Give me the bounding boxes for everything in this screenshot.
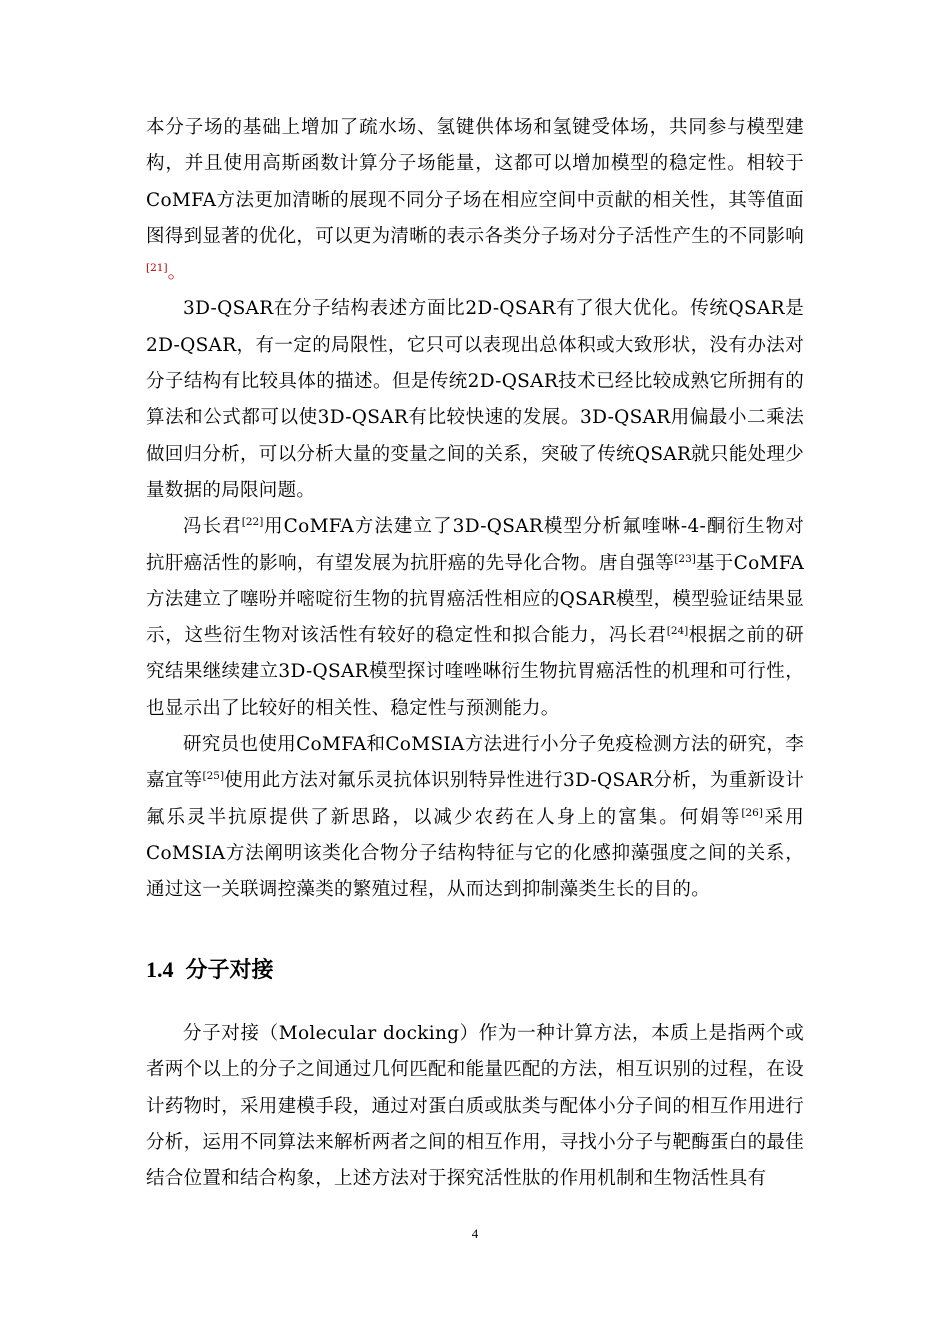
citation-26: [26] xyxy=(741,806,763,819)
paragraph-3-seg4: 根据之前的研究结果继续建立3D-QSAR模型探讨喹唑啉衍生物抗胃癌活性的机理和可行性，也显示出了比较好的相关性、稳定性与预测能力。 xyxy=(146,625,804,719)
paragraph-1-end: 。 xyxy=(167,262,187,284)
paragraph-4-seg2: 使用此方法对氟乐灵抗体识别特异性进行3D-QSAR分析，为重新设计氟乐灵半抗原提供了新思路，以减少农药在人身上的富集。何娟等 xyxy=(146,770,804,828)
paragraph-5 xyxy=(146,1016,804,1197)
paragraph-3-seg2: 用CoMFA方法建立了3D-QSAR模型分析氟喹啉-4-酮衍生物对抗肝癌活性的影响，有望发展为抗肝癌的先导化合物。唐自强等 xyxy=(146,516,805,574)
citation-23: [23] xyxy=(674,552,696,565)
paragraph-3 xyxy=(146,509,804,727)
body-text-lower xyxy=(146,1016,804,1197)
paragraph-5-text: 分子对接（Molecular docking）作为一种计算方法，本质上是指两个或者两个以上的分子之间通过几何匹配和能量匹配的方法，相互识别的过程，在设计药物时，采用建模手段，通过对蛋白质或肽类与配体小分子间的相互作用进行分析，运用不同算法来解析两者之间的相互作用，寻找小分子与靶酶蛋白的最佳结合位置和结合构象，上述方法对于探究活性肽的作用机制和生物活性具有 xyxy=(146,1023,805,1190)
citation-21: [21] xyxy=(146,262,168,275)
section-number: 1.4 xyxy=(146,957,174,982)
paragraph-1 xyxy=(146,110,804,291)
section-heading xyxy=(146,955,274,986)
paragraph-4-seg1: 研究员也使用CoMFA和CoMSIA方法进行小分子免疫检测方法的研究，李嘉宜等 xyxy=(146,734,804,792)
paragraph-3-seg3: 基于CoMFA方法建立了噻吩并嘧啶衍生物的抗胃癌活性相应的QSAR模型，模型验证结果显示，这些衍生物对该活性有较好的稳定性和拟合能力，冯长君 xyxy=(146,552,804,647)
paragraph-3-seg1: 冯长君 xyxy=(183,516,242,538)
section-title: 分子对接 xyxy=(185,958,274,983)
paragraph-1-text: 本分子场的基础上增加了疏水场、氢键供体场和氢键受体场，共同参与模型建构，并且使用高斯函数计算分子场能量，这都可以增加模型的稳定性。相较于CoMFA方法更加清晰的展现不同分子场在相应空间中贡献的相关性，其等值面图得到显著的优化，可以更为清晰的表示各类分子场对分子活性产生的不同影响 xyxy=(146,117,805,247)
citation-24: [24] xyxy=(666,625,689,638)
citation-25: [25] xyxy=(202,770,225,783)
paragraph-4 xyxy=(146,727,804,908)
paragraph-2-text: 3D-QSAR在分子结构表述方面比2D-QSAR有了很大优化。传统QSAR是2D-QSAR，有一定的局限性，它只可以表现出总体积或大致形状，没有办法对分子结构有比较具体的描述。但是传统2D-QSAR技术已经比较成熟它所拥有的算法和公式都可以使3D-QSAR有比较快速的发展。3D-QSAR用偏最小二乘法做回归分析，可以分析大量的变量之间的关系，突破了传统QSAR就只能处理少量数据的局限问题。 xyxy=(146,298,804,501)
citation-22: [22] xyxy=(241,516,264,529)
page-number: 4 xyxy=(471,1226,479,1241)
body-text-upper xyxy=(146,110,804,909)
paragraph-2 xyxy=(146,291,804,509)
paragraph-4-seg3: 采用CoMSIA方法阐明该类化合物分子结构特征与它的化感抑藻强度之间的关系，通过这一关联调控藻类的繁殖过程，从而达到抑制藻类生长的目的。 xyxy=(146,806,804,901)
